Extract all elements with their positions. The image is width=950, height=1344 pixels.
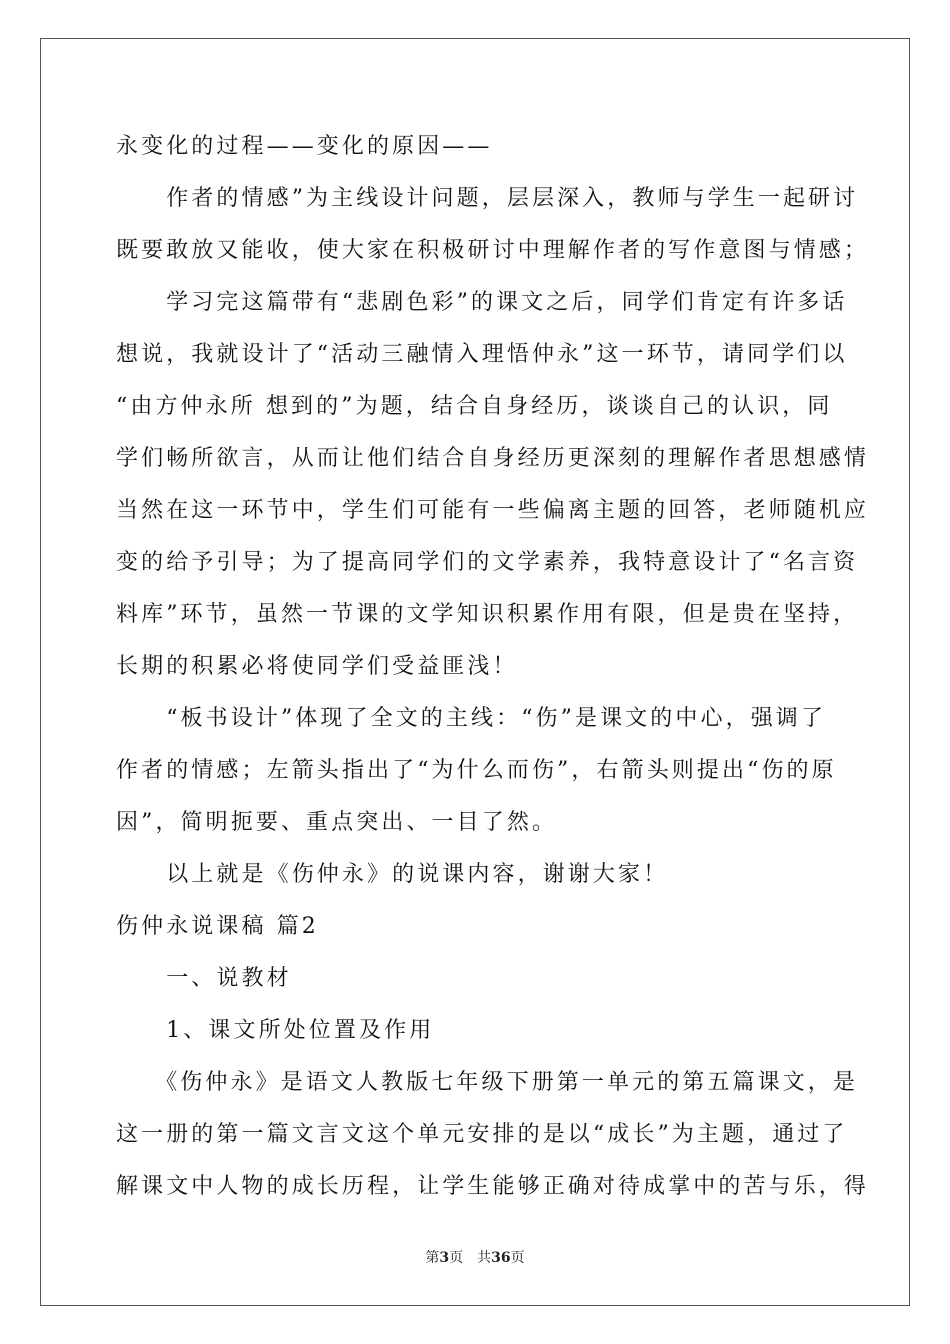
text-line-12: “板书设计”体现了全文的主线：“伤”是课文的中心，强调了 [116, 706, 826, 731]
text-line-1: 永变化的过程——变化的原因—— [116, 134, 493, 159]
text-line-19: 《伤仲永》是语文人教版七年级下册第一单元的第五篇课文，是 [116, 1070, 859, 1095]
footer-prefix: 第 [425, 1250, 440, 1266]
section-heading: 伤仲永说课稿 篇2 [116, 914, 319, 939]
text-line-13: 作者的情感；左箭头指出了“为什么而伤”，右箭头则提出“伤的原 [116, 758, 837, 783]
text-line-5: 想说，我就设计了“活动三融情入理悟仲永”这一环节，请同学们以 [116, 342, 848, 367]
text-line-4: 学习完这篇带有“悲剧色彩”的课文之后，同学们肯定有许多话 [116, 290, 848, 315]
subheading-2: 1、课文所处位置及作用 [116, 1018, 435, 1043]
text-line-9: 变的给予引导；为了提高同学们的文学素养，我特意设计了“名言资 [116, 550, 859, 575]
page-footer [0, 1247, 950, 1267]
footer-mid: 页 共 [449, 1250, 492, 1266]
text-line-14: 因”，简明扼要、重点突出、一目了然。 [116, 810, 558, 835]
subheading-1: 一、说教材 [116, 966, 292, 991]
text-line-15: 以上就是《伤仲永》的说课内容，谢谢大家！ [116, 862, 669, 887]
text-line-3: 既要敢放又能收，使大家在积极研讨中理解作者的写作意图与情感； [116, 238, 870, 263]
footer-page-total: 36 [491, 1250, 511, 1266]
text-line-6: “由方仲永所 想到的”为题，结合自身经历，谈谈自己的认识，同 [116, 394, 833, 419]
footer-page-number: 3 [439, 1250, 450, 1266]
text-line-8: 当然在这一环节中，学生们可能有一些偏离主题的回答，老师随机应 [116, 498, 870, 523]
footer-suffix: 页 [510, 1250, 525, 1266]
text-line-11: 长期的积累必将使同学们受益匪浅！ [116, 654, 518, 679]
text-line-21: 解课文中人物的成长历程，让学生能够正确对待成掌中的苦与乐，得 [116, 1174, 870, 1199]
text-line-20: 这一册的第一篇文言文这个单元安排的是以“成长”为主题，通过了 [116, 1122, 848, 1147]
text-line-7: 学们畅所欲言，从而让他们结合自身经历更深刻的理解作者思想感情 [116, 446, 870, 471]
text-line-10: 料库”环节，虽然一节课的文学知识积累作用有限，但是贵在坚持， [116, 602, 859, 627]
text-line-2: 作者的情感”为主线设计问题，层层深入，教师与学生一起研讨 [116, 186, 859, 211]
